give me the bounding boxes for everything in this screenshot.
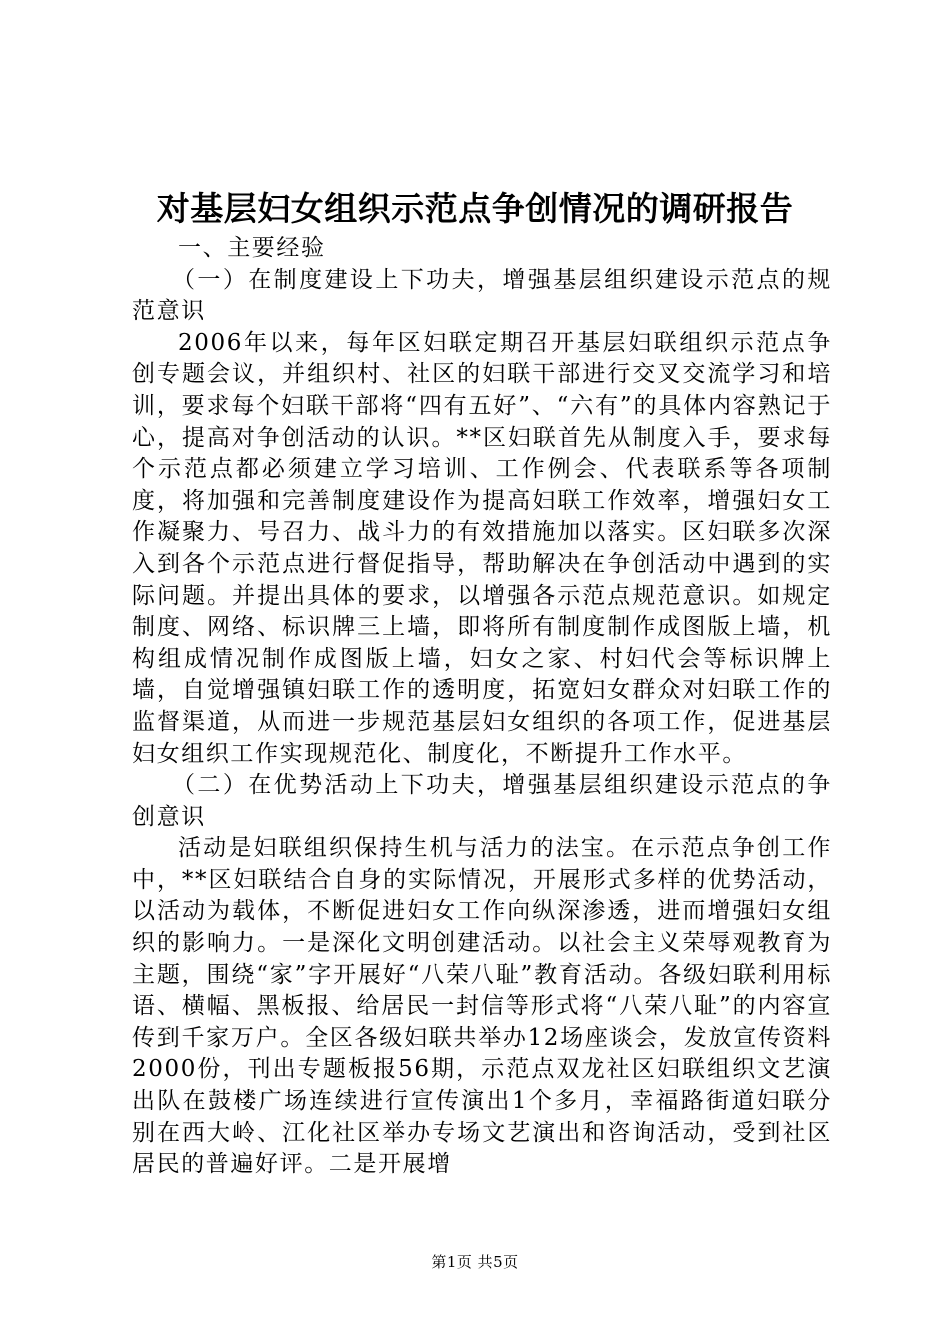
body-paragraph: 2006年以来，每年区妇联定期召开基层妇联组织示范点争创专题会议，并组织村、社区的妇联干部进行交叉交流学习和培训，要求每个妇联干部将“四有五好”、“六有”的具体内容熟记于心，提高对争创活动的认识。**区妇联首先从制度入手，要求每个示范点都必须建立学习培训、工作例会、代表联系等各项制度，将加强和完善制度建设作为提高妇联工作效率，增强妇女工作凝聚力、号召力、战斗力的有效措施加以落实。区妇联多次深入到各个示范点进行督促指导，帮助解决在争创活动中遇到的实际问题。并提出具体的要求，以增强各示范点规范意识。如规定制度、网络、标识牌三上墙，即将所有制度制作成图版上墙，机构组成情况制作成图版上墙，妇女之家、村妇代会等标识牌上墙，自觉增强镇妇联工作的透明度，拓宽妇女群众对妇联工作的监督渠道，从而进一步规范基层妇女组织的各项工作，促进基层妇女组织工作实现规范化、制度化，不断提升工作水平。 — [132, 329, 832, 767]
subsection-heading: （一）在制度建设上下功夫，增强基层组织建设示范点的规范意识 — [132, 266, 832, 325]
document-body — [132, 233, 832, 1181]
section-heading: 一、主要经验 — [178, 235, 326, 261]
page-number-footer: 第1页 共5页 — [431, 1253, 519, 1271]
subsection-heading: （二）在优势活动上下功夫，增强基层组织建设示范点的争创意识 — [132, 772, 832, 830]
body-paragraph: 活动是妇联组织保持生机与活力的法宝。在示范点争创工作中，**区妇联结合自身的实际情况，开展形式多样的优势活动，以活动为载体，不断促进妇女工作向纵深渗透，进而增强妇女组织的影响力。一是深化文明创建活动。以社会主义荣辱观教育为主题，围绕“家”字开展好“八荣八耻”教育活动。各级妇联利用标语、横幅、黑板报、给居民一封信等形式将“八荣八耻”的内容宣传到千家万户。全区各级妇联共举办12场座谈会，发放宣传资料2000份，刊出专题板报56期，示范点双龙社区妇联组织文艺演出队在鼓楼广场连续进行宣传演出1个多月，幸福路街道妇联分别在西大岭、江化社区举办专场文艺演出和咨询活动，受到社区居民的普遍好评。二是开展增 — [132, 835, 832, 1178]
document-title: 对基层妇女组织示范点争创情况的调研报告 — [156, 189, 794, 228]
